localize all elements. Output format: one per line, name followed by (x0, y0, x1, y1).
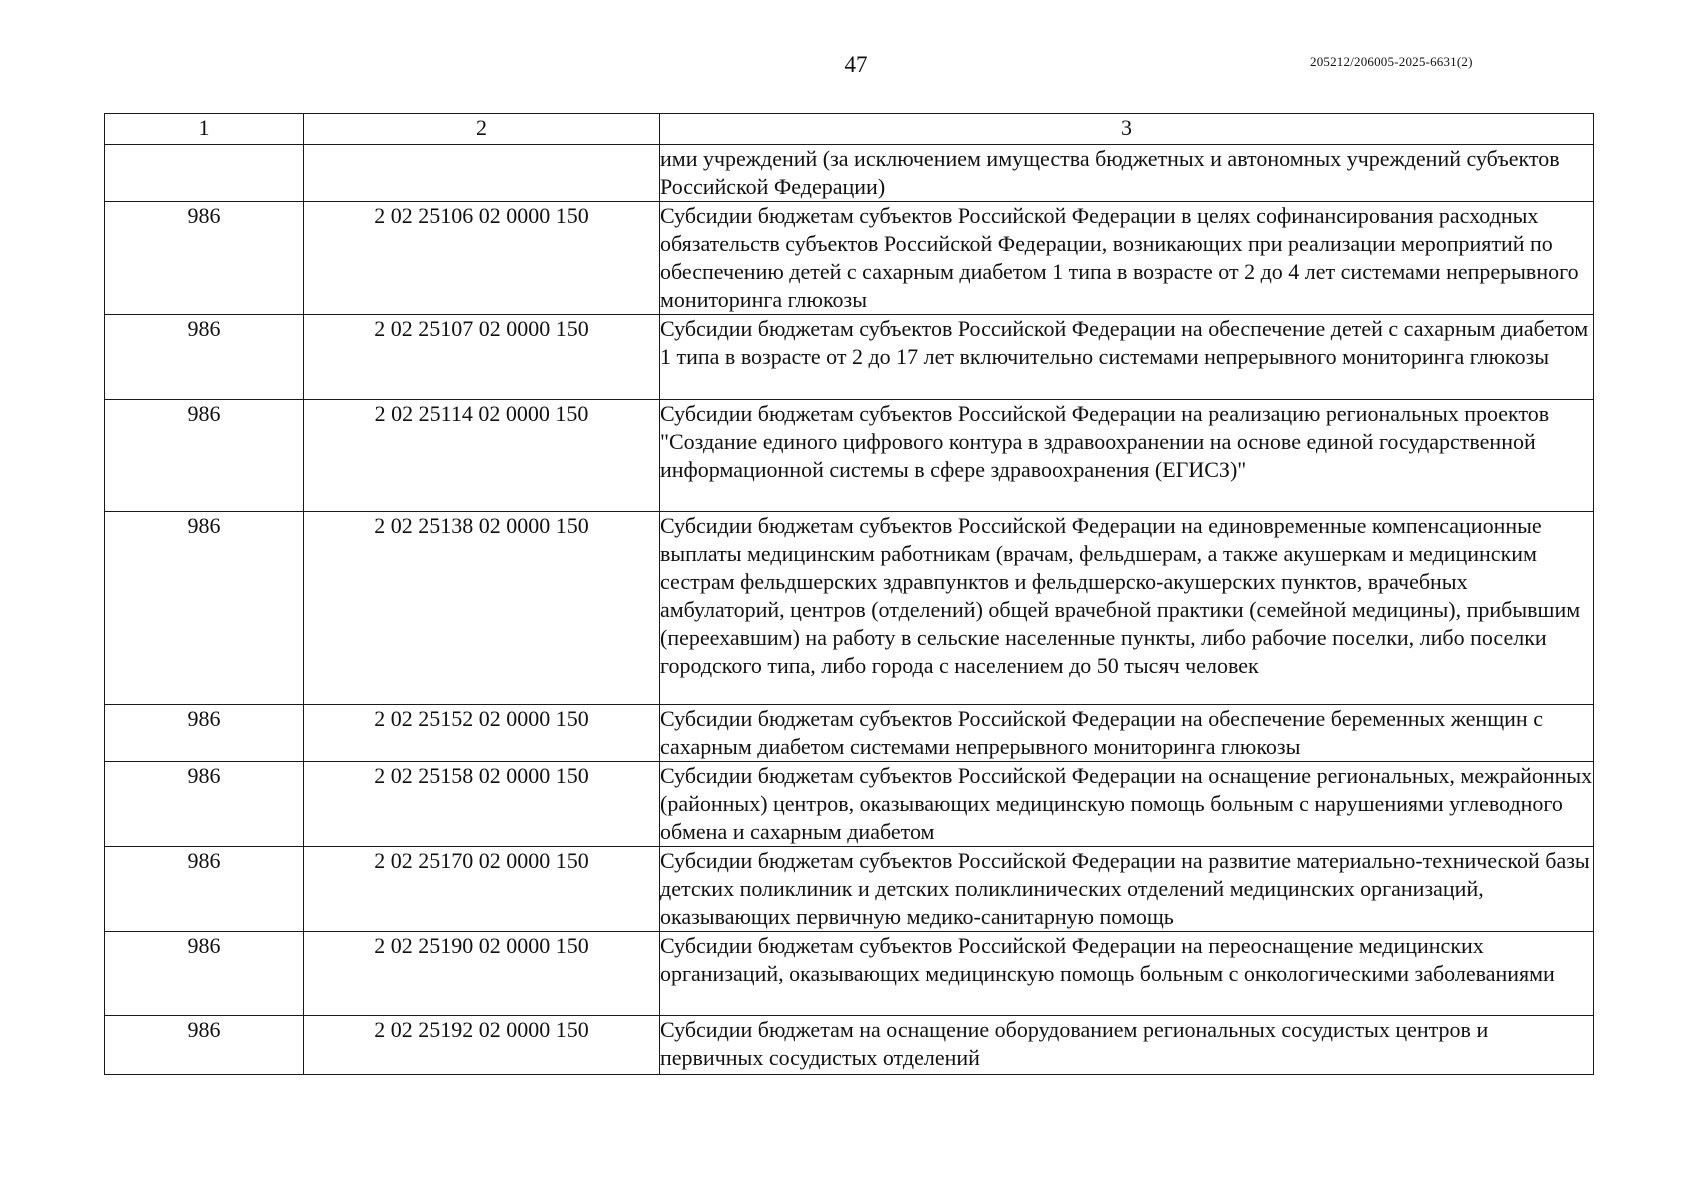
description-cell: Субсидии бюджетам субъектов Российской Федерации на единовременные компенсационные выплаты медицинским работникам (врачам, фельдшерам, а также акушеркам и медицинским сестрам фельдшерских здравпунктов и фельдшерско-акушерских пунктов, врачебных амбулаторий, центров (отделений) общей врачебной практики (семейной медицины), прибывшим (переехавшим) на работу в сельские населенные пункты, либо рабочие поселки, либо поселки городского типа, либо города с населением до 50 тысяч человек (660, 512, 1594, 705)
description-cell: Субсидии бюджетам субъектов Российской Федерации на развитие материально-технической базы детских поликлиник и детских поликлинических отделений медицинских организаций, оказывающих первичную медико-санитарную помощь (660, 847, 1594, 932)
income-code-cell: 2 02 25114 02 0000 150 (304, 400, 660, 512)
page-number: 47 (844, 52, 868, 77)
income-code-cell (304, 145, 660, 202)
description-cell: Субсидии бюджетам субъектов Российской Федерации на оснащение региональных, межрайонных (районных) центров, оказывающих медицинскую помощь больным с нарушениями углеводного обмена и сахарным диабетом (660, 762, 1594, 847)
table-row (105, 705, 1594, 762)
table-row (105, 762, 1594, 847)
table-row (105, 932, 1594, 1016)
income-code-cell: 2 02 25158 02 0000 150 (304, 762, 660, 847)
description-cell: Субсидии бюджетам субъектов Российской Федерации на обеспечение детей с сахарным диабетом 1 типа в возрасте от 2 до 17 лет включительно системами непрерывного мониторинга глюкозы (660, 315, 1594, 400)
admin-code-cell: 986 (105, 512, 304, 705)
admin-code-cell (105, 145, 304, 202)
admin-code-cell: 986 (105, 932, 304, 1016)
table-row (105, 145, 1594, 202)
column-header-1: 1 (105, 114, 304, 145)
description-cell: Субсидии бюджетам субъектов Российской Федерации на реализацию региональных проектов "Создание единого цифрового контура в здравоохранении на основе единой государственной информационной системы в сфере здравоохранения (ЕГИСЗ)" (660, 400, 1594, 512)
table-body (105, 114, 1594, 1075)
column-header-row (105, 114, 1594, 145)
budget-income-table (104, 113, 1594, 1075)
admin-code-cell: 986 (105, 762, 304, 847)
table-row (105, 400, 1594, 512)
income-code-cell: 2 02 25106 02 0000 150 (304, 202, 660, 315)
table-row (105, 1016, 1594, 1075)
income-code-cell: 2 02 25107 02 0000 150 (304, 315, 660, 400)
description-cell: Субсидии бюджетам субъектов Российской Федерации на обеспечение беременных женщин с сахарным диабетом системами непрерывного мониторинга глюкозы (660, 705, 1594, 762)
admin-code-cell: 986 (105, 202, 304, 315)
income-code-cell: 2 02 25192 02 0000 150 (304, 1016, 660, 1075)
table-row (105, 315, 1594, 400)
admin-code-cell: 986 (105, 705, 304, 762)
column-header-3: 3 (660, 114, 1594, 145)
description-cell: Субсидии бюджетам субъектов Российской Федерации на переоснащение медицинских организаций, оказывающих медицинскую помощь больным с онкологическими заболеваниями (660, 932, 1594, 1016)
document-id: 205212/206005-2025-6631(2) (1310, 54, 1473, 69)
column-header-2: 2 (304, 114, 660, 145)
admin-code-cell: 986 (105, 847, 304, 932)
description-cell: Субсидии бюджетам на оснащение оборудованием региональных сосудистых центров и первичных сосудистых отделений (660, 1016, 1594, 1075)
table-row (105, 512, 1594, 705)
admin-code-cell: 986 (105, 315, 304, 400)
table-row (105, 847, 1594, 932)
description-cell: Субсидии бюджетам субъектов Российской Федерации в целях софинансирования расходных обязательств субъектов Российской Федерации, возникающих при реализации мероприятий по обеспечению детей с сахарным диабетом 1 типа в возрасте от 2 до 4 лет системами непрерывного мониторинга глюкозы (660, 202, 1594, 315)
income-code-cell: 2 02 25152 02 0000 150 (304, 705, 660, 762)
admin-code-cell: 986 (105, 400, 304, 512)
income-code-cell: 2 02 25190 02 0000 150 (304, 932, 660, 1016)
description-cell: ими учреждений (за исключением имущества бюджетных и автономных учреждений субъектов Российской Федерации) (660, 145, 1594, 202)
income-code-cell: 2 02 25138 02 0000 150 (304, 512, 660, 705)
admin-code-cell: 986 (105, 1016, 304, 1075)
table-row (105, 202, 1594, 315)
income-code-cell: 2 02 25170 02 0000 150 (304, 847, 660, 932)
